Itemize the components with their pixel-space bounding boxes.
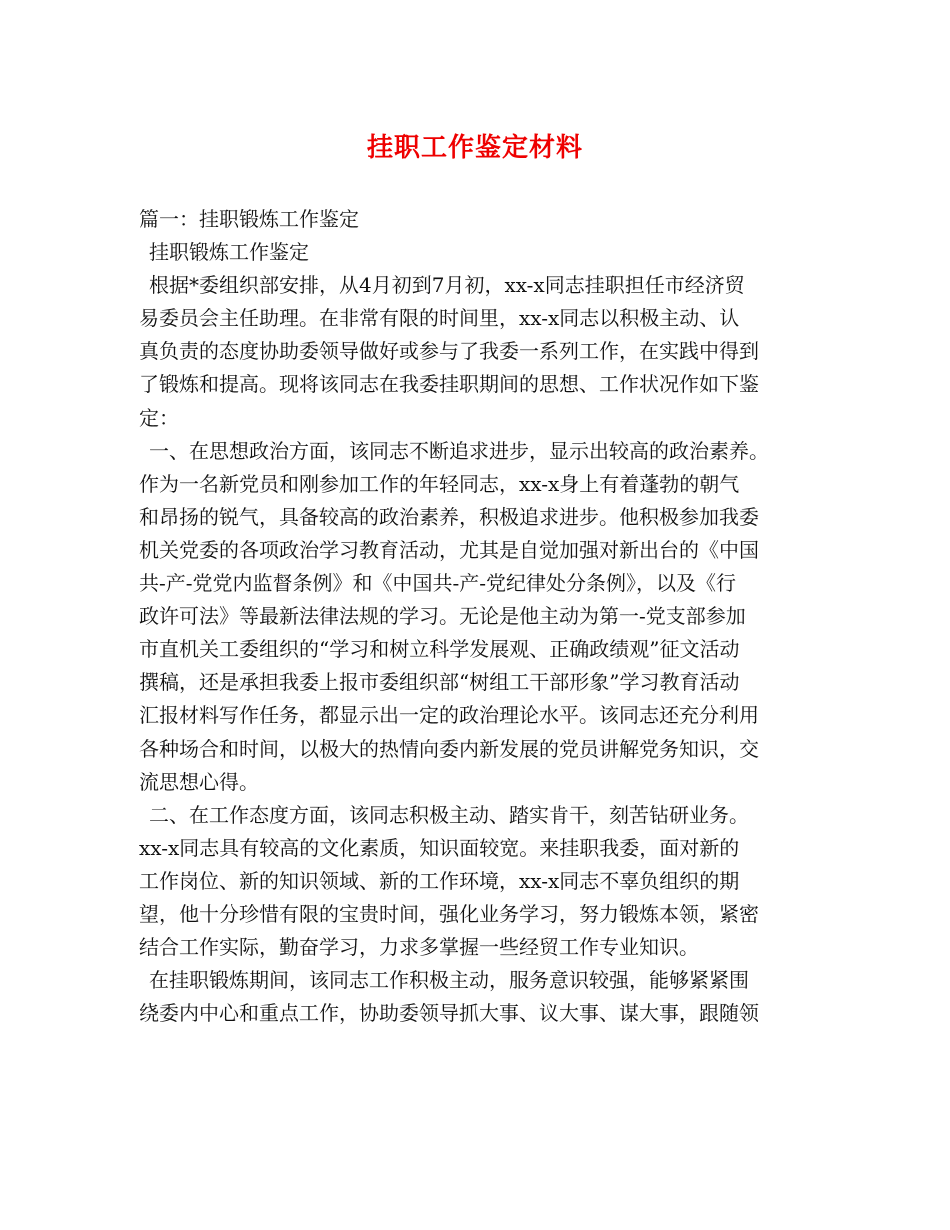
body-line: xx-x同志具有较高的文化素质，知识面较宽。来挂职我委，面对新的 (139, 835, 740, 860)
body-line: 政许可法》等最新法律法规的学习。无论是他主动为第一-党支部参加 (139, 604, 746, 629)
body-line: 真负责的态度协助委领导做好或参与了我委一系列工作，在实践中得到 (139, 339, 759, 364)
body-line: 一、在思想政治方面，该同志不断追求进步，显示出较高的政治素养。 (149, 438, 769, 463)
body-line: 和昂扬的锐气，具备较高的政治素养，积极追求进步。他积极参加我委 (139, 504, 759, 529)
body-line: 作为一名新党员和刚参加工作的年轻同志，xx-x身上有着蓬勃的朝气 (139, 471, 740, 496)
body-line: 了锻炼和提高。现将该同志在我委挂职期间的思想、工作状况作如下鉴 (139, 372, 759, 397)
body-line: 结合工作实际，勤奋学习，力求多掌握一些经贸工作专业知识。 (139, 935, 699, 960)
body-line: 根据*委组织部安排，从4月初到7月初，xx-x同志挂职担任市经济贸 (149, 273, 745, 298)
body-line: 机关党委的各项政治学习教育活动，尤其是自觉加强对新出台的《中国 (139, 537, 759, 562)
body-line: 工作岗位、新的知识领域、新的工作环境，xx-x同志不辜负组织的期 (139, 868, 740, 893)
body-line: 篇一：挂职锻炼工作鉴定 (139, 207, 359, 231)
body-line: 汇报材料写作任务，都显示出一定的政治理论水平。该同志还充分利用 (139, 703, 759, 728)
body-line: 共-产-党党内监督条例》和《中国共-产-党纪律处分条例》，以及《行 (139, 571, 737, 596)
document-title: 挂职工作鉴定材料 (366, 133, 583, 163)
body-line: 易委员会主任助理。在非常有限的时间里，xx-x同志以积极主动、认 (139, 306, 740, 331)
body-line: 各种场合和时间，以极大的热情向委内新发展的党员讲解党务知识，交 (139, 736, 759, 761)
body-line: 挂职锻炼工作鉴定 (149, 240, 309, 265)
body-line: 流思想心得。 (139, 769, 259, 794)
body-line: 定： (139, 405, 179, 430)
body-line: 市直机关工委组织的“学习和树立科学发展观、正确政绩观”征文活动 (139, 637, 740, 662)
body-line: 撰稿，还是承担我委上报市委组织部“树组工干部形象”学习教育活动 (139, 670, 740, 695)
document-body (139, 203, 819, 1030)
body-line: 二、在工作态度方面，该同志积极主动、踏实肯干，刻苦钻研业务。 (149, 802, 749, 827)
body-line: 绕委内中心和重点工作，协助委领导抓大事、议大事、谋大事，跟随领 (139, 1001, 759, 1026)
body-line: 在挂职锻炼期间，该同志工作积极主动，服务意识较强，能够紧紧围 (149, 968, 749, 993)
body-line: 望，他十分珍惜有限的宝贵时间，强化业务学习，努力锻炼本领，紧密 (139, 901, 759, 926)
